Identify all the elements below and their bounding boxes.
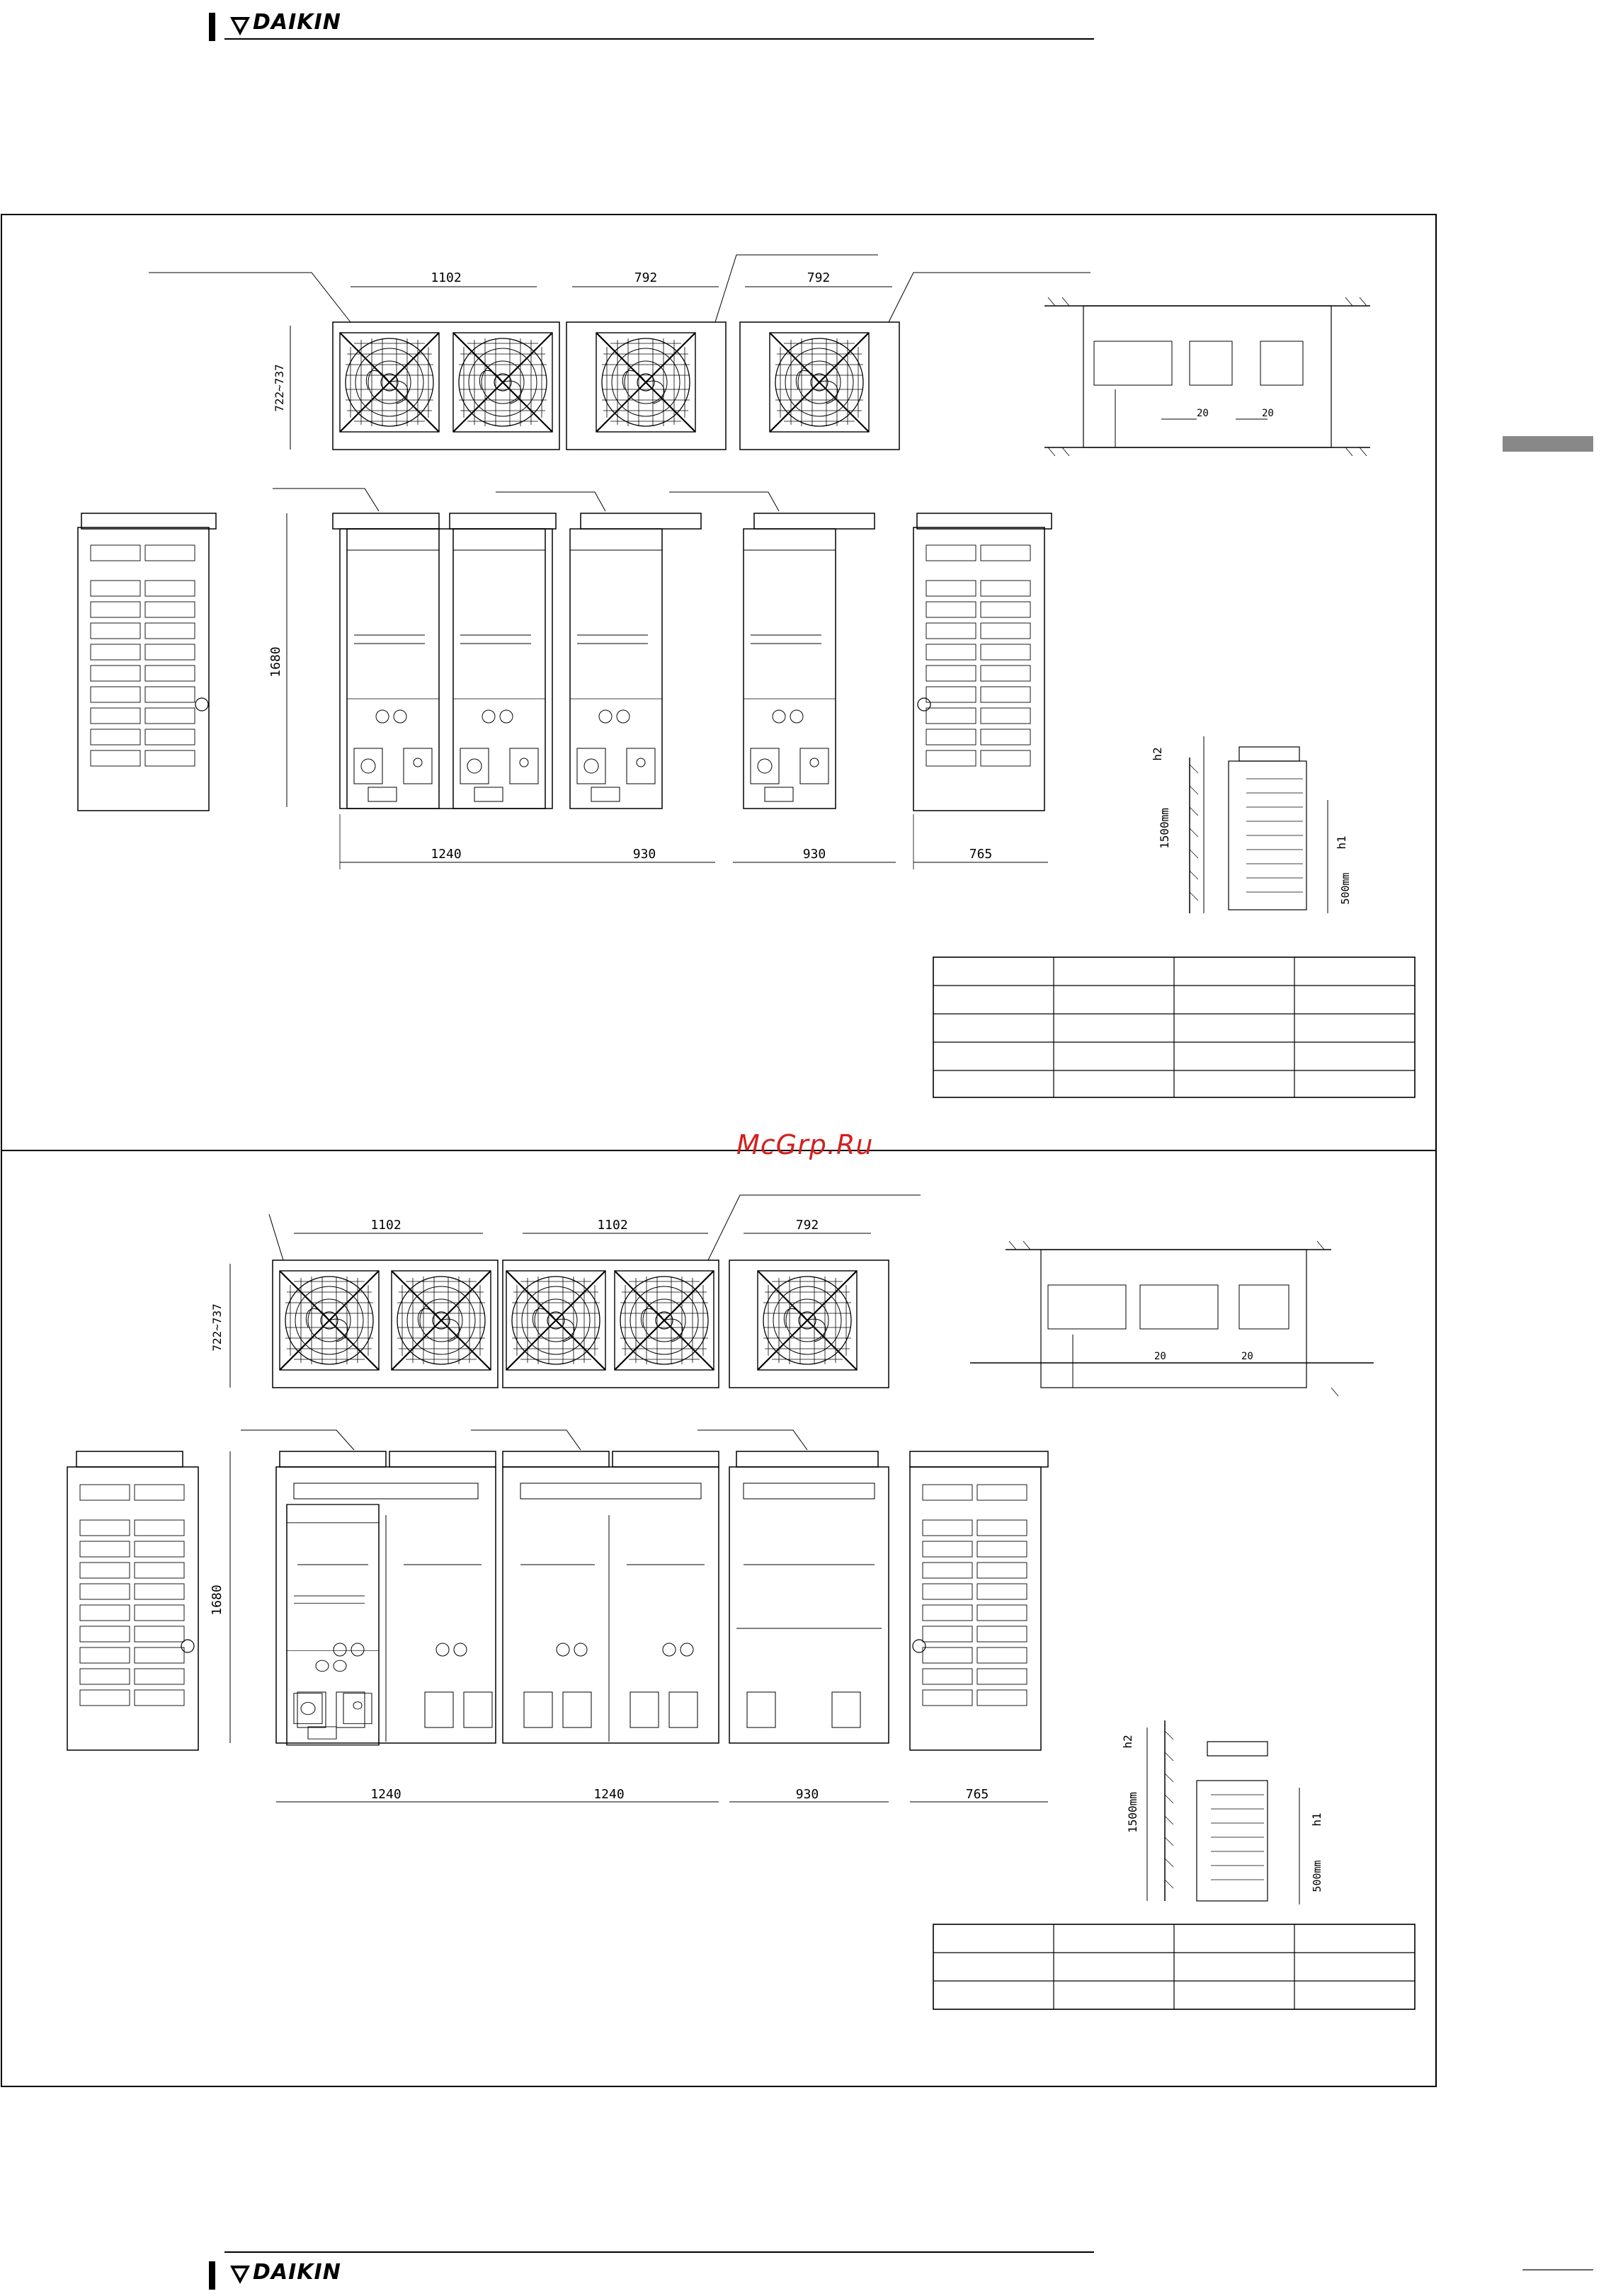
s2-top-dim-2: 1102 (597, 1218, 628, 1233)
s1-gap-a: 20 (1197, 408, 1209, 419)
s2-top-dim-3: 792 (795, 1218, 819, 1233)
s2-bottom-dim-1: 1240 (370, 1787, 402, 1802)
section-1-install-plan (1044, 297, 1370, 456)
s2-install-h2: h2 (1121, 1735, 1134, 1749)
s1-top-dim-1: 1102 (431, 270, 462, 285)
s2-bottom-dim-2: 1240 (593, 1787, 625, 1802)
s2-install-h1: h1 (1310, 1812, 1323, 1827)
s2-gap-b: 20 (1241, 1351, 1253, 1362)
footer-side-rule (1522, 2269, 1593, 2271)
s2-height-dim: 1680 (210, 1584, 224, 1616)
s2-install-height: 1500mm (1126, 1792, 1139, 1833)
s1-install-h1: h1 (1335, 835, 1348, 850)
header-brand-text: DAIKIN (253, 10, 341, 35)
s2-bottom-dim-4: 765 (965, 1787, 989, 1802)
section-1-install-side (1190, 736, 1328, 913)
footer-logo (209, 2251, 1094, 2294)
s1-top-dim-3: 792 (807, 270, 831, 285)
s1-install-height: 1500mm (1158, 808, 1171, 849)
s1-install-h2: h2 (1151, 747, 1164, 761)
daikin-logo-icon (229, 2263, 251, 2285)
s2-depth-dim: 722~737 (210, 1303, 224, 1352)
s1-bottom-dim-1: 1240 (431, 847, 462, 862)
section-2-install-side (1147, 1720, 1299, 1904)
s2-bottom-dim-3: 930 (795, 1787, 819, 1802)
s1-install-min: 500mm (1339, 872, 1352, 905)
section-1-frame (1, 215, 1436, 1150)
s1-depth-dim: 722~737 (273, 364, 286, 412)
s1-height-dim: 1680 (268, 646, 283, 678)
footer-brand-text: DAIKIN (253, 2260, 341, 2285)
section-1-table (933, 957, 1415, 1097)
watermark-text: McGrp.Ru (736, 1129, 874, 1160)
s1-bottom-dim-2: 930 (632, 847, 656, 862)
s1-gap-b: 20 (1262, 408, 1274, 419)
s1-bottom-dim-3: 930 (802, 847, 826, 862)
footer-logo-bar (209, 2261, 215, 2290)
section-1-elevation (78, 489, 1052, 869)
s2-top-dim-1: 1102 (370, 1218, 402, 1233)
section-2-table (933, 1924, 1415, 2009)
s1-top-dim-2: 792 (634, 270, 658, 285)
section-1-top-view (149, 255, 1090, 450)
section-2-install-plan (970, 1241, 1374, 1396)
s2-gap-a: 20 (1154, 1351, 1166, 1362)
footer-rule (224, 2251, 1094, 2253)
s1-bottom-dim-4: 765 (969, 847, 993, 862)
s2-install-min: 500mm (1311, 1860, 1323, 1892)
